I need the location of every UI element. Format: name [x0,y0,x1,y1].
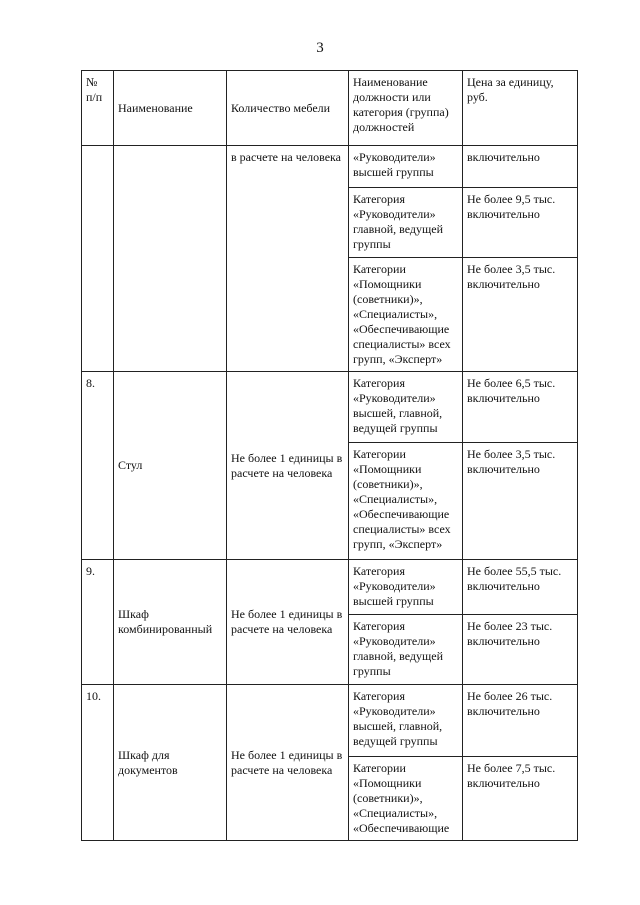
row-price: Не более 55,5 тыс. включительно [463,560,578,615]
row-name-continued [114,146,227,372]
row-price: Не более 7,5 тыс. включительно [463,757,578,841]
row-num: 8. [82,372,114,560]
row-num: 9. [82,560,114,685]
table-row [82,560,578,615]
row-num-continued [82,146,114,372]
row-category: Категория «Руководители» главной, ведущей группы [349,615,463,685]
table-row [82,146,578,188]
row-category: Категории «Помощники (советники)», «Специалисты», «Обеспечивающие специалисты» всех групп, «Эксперт» [349,443,463,560]
row-category: Категория «Руководители» высшей, главной, ведущей группы [349,685,463,757]
row-name: Шкаф для документов [114,685,227,841]
page-number: 3 [316,40,324,56]
row-price: Не более 26 тыс. включительно [463,685,578,757]
row-category: «Руководители» высшей группы [349,146,463,188]
row-price: Не более 23 тыс. включительно [463,615,578,685]
row-price: Не более 3,5 тыс. включительно [463,443,578,560]
row-num: 10. [82,685,114,841]
table-header-row [82,71,578,146]
header-num: № п/п [82,71,114,146]
header-name: Наименование [114,71,227,146]
header-category: Наименование должности или категория (группа) должностей [349,71,463,146]
furniture-price-table [81,70,578,841]
row-name: Стул [114,372,227,560]
header-price: Цена за единицу, руб. [463,71,578,146]
row-price: Не более 6,5 тыс. включительно [463,372,578,443]
row-category: Категории «Помощники (советники)», «Специалисты», «Обеспечивающие [349,757,463,841]
row-category: Категория «Руководители» главной, ведущей группы [349,188,463,258]
row-qty: Не более 1 единицы в расчете на человека [227,560,349,685]
row-category: Категория «Руководители» высшей, главной, ведущей группы [349,372,463,443]
table-row [82,685,578,757]
row-category: Категории «Помощники (советники)», «Специалисты», «Обеспечивающие специалисты» всех групп, «Эксперт» [349,258,463,372]
row-qty: Не более 1 единицы в расчете на человека [227,685,349,841]
table-row [82,372,578,443]
row-price: Не более 9,5 тыс. включительно [463,188,578,258]
row-name: Шкаф комбинированный [114,560,227,685]
row-qty-continued: в расчете на человека [227,146,349,372]
row-category: Категория «Руководители» высшей группы [349,560,463,615]
row-price: включительно [463,146,578,188]
row-price: Не более 3,5 тыс. включительно [463,258,578,372]
header-qty: Количество мебели [227,71,349,146]
row-qty: Не более 1 единицы в расчете на человека [227,372,349,560]
